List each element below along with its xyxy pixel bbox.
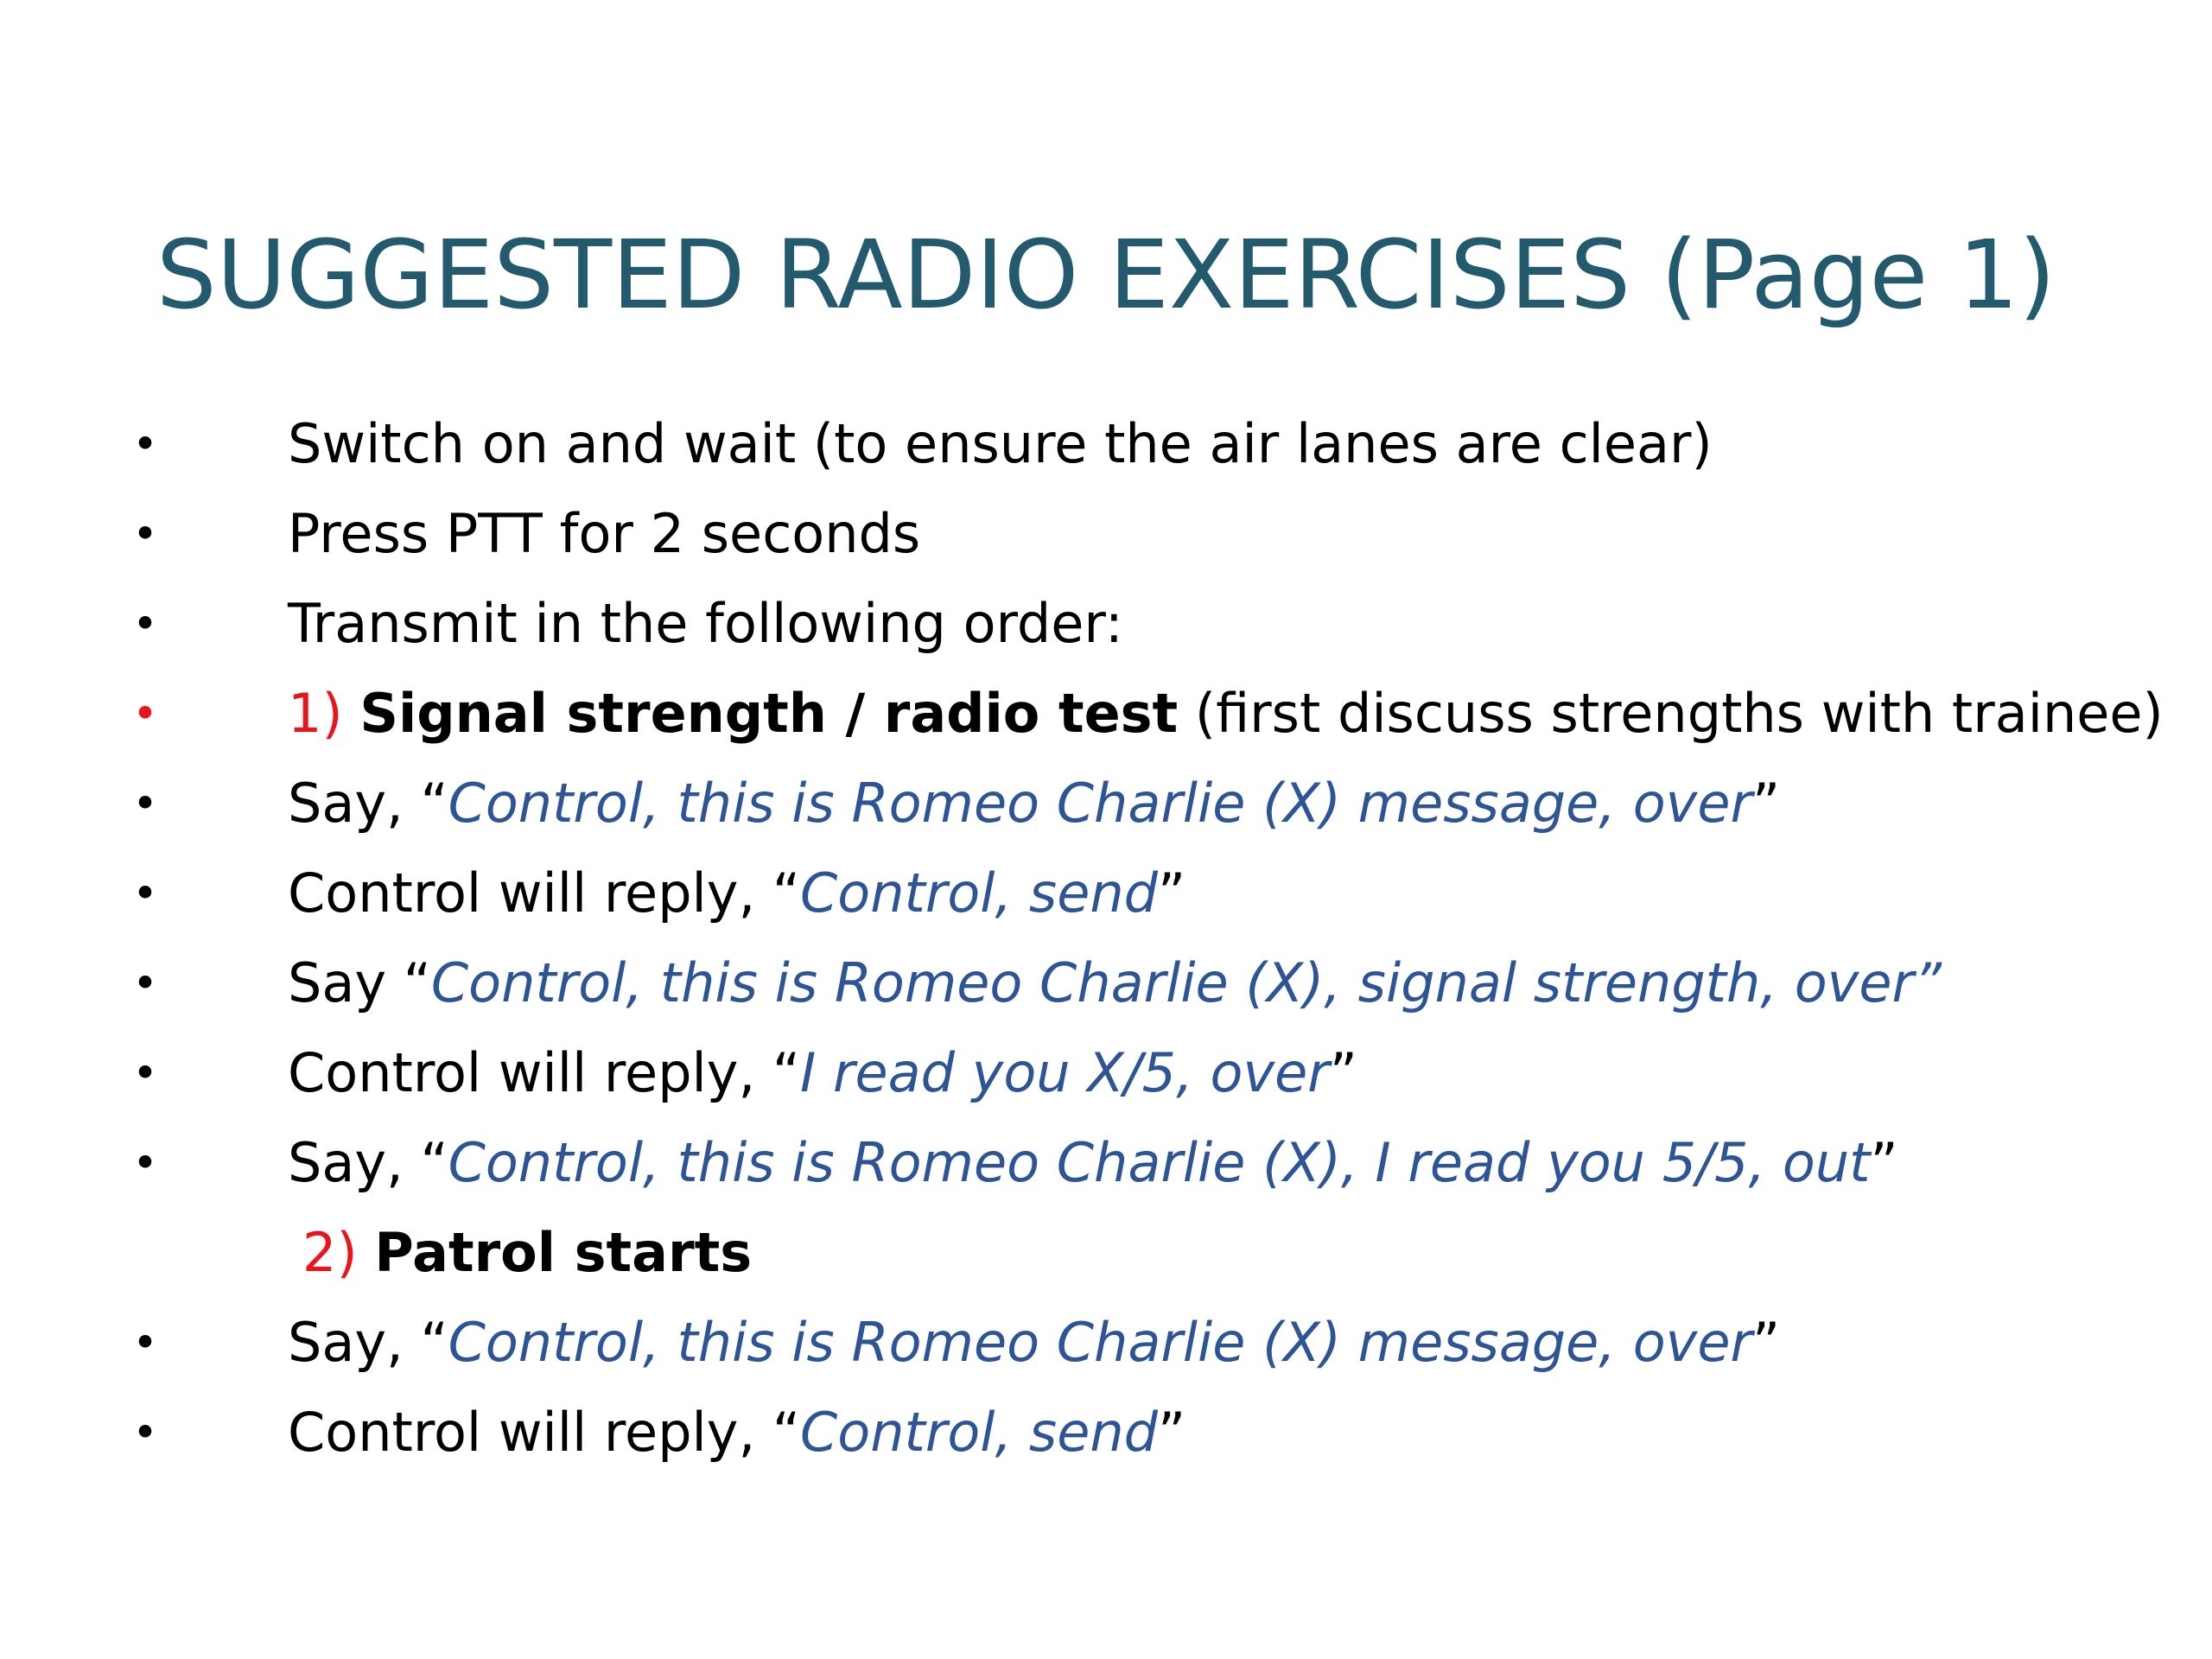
list-item-text: Switch on and wait (to ensure the air lanes are clear) (288, 412, 1713, 475)
step-heading: Patrol starts (374, 1221, 753, 1284)
list-item-text (288, 1118, 1898, 1208)
list-item-text (302, 1208, 752, 1298)
suffix-text: ” (1329, 1041, 1357, 1104)
bullet-icon: • (132, 509, 158, 559)
list-item-text (288, 1028, 1357, 1118)
suffix-text: ” (1751, 772, 1781, 835)
bullet-icon: • (132, 689, 158, 739)
bullet-icon: • (132, 779, 158, 829)
bullet-icon: • (132, 419, 158, 469)
prefix-text: Control will reply, “ (288, 1041, 800, 1104)
radio-phrase: Control, this is Romeo Charlie (X) message, over (448, 772, 1752, 835)
bullet-icon: • (132, 1048, 158, 1098)
list-item-text: Transmit in the following order: (288, 592, 1123, 655)
list-item (0, 1028, 2212, 1118)
list-item (0, 1388, 2212, 1478)
bullet-icon: • (132, 868, 158, 918)
suffix-text: ” (1158, 861, 1186, 925)
prefix-text: Control will reply, “ (288, 1401, 800, 1464)
prefix-text: Control will reply, “ (288, 861, 800, 925)
radio-phrase: Control, this is Romeo Charlie (X), signal strength, over” (430, 951, 1942, 1014)
slide-title: SUGGESTED RADIO EXERCISES (Page 1) (156, 219, 2056, 330)
list-item (0, 938, 2212, 1028)
step-note: (first discuss strengths with trainee) (1178, 682, 2164, 745)
list-item (0, 1208, 2212, 1298)
list-item (0, 489, 2212, 579)
prefix-text: Say, “ (288, 1311, 448, 1374)
bullet-icon: • (132, 1318, 158, 1368)
radio-phrase: Control, send (800, 861, 1158, 925)
step-heading: Signal strength / radio test (359, 682, 1179, 745)
prefix-text: Say “ (288, 951, 431, 1014)
list-item-text: Press PTT for 2 seconds (288, 502, 921, 565)
radio-phrase: Control, this is Romeo Charlie (X), I read you 5/5, out (448, 1131, 1871, 1194)
suffix-text: ” (1751, 1311, 1781, 1374)
prefix-text: Say, “ (288, 772, 448, 835)
list-item (0, 579, 2212, 669)
list-item (0, 1118, 2212, 1208)
bullet-icon: • (132, 1138, 158, 1188)
list-item (0, 1298, 2212, 1388)
step-number: 2) (302, 1221, 358, 1284)
list-item-text (288, 938, 1942, 1028)
list-item (0, 399, 2212, 489)
suffix-text: ” (1158, 1401, 1186, 1464)
radio-phrase: Control, this is Romeo Charlie (X) message, over (448, 1311, 1752, 1374)
prefix-text: Say, “ (288, 1131, 448, 1194)
list-item-text (288, 759, 1780, 849)
list-item-text (288, 1298, 1780, 1388)
list-item-text (288, 1388, 1185, 1478)
radio-phrase: I read you X/5, over (800, 1041, 1330, 1104)
bullet-icon: • (132, 599, 158, 649)
list-item-text (288, 669, 2164, 759)
list-item-text (288, 849, 1185, 938)
list-item (0, 849, 2212, 938)
bullet-icon: • (132, 958, 158, 1008)
step-number: 1) (288, 682, 343, 745)
radio-phrase: Control, send (800, 1401, 1158, 1464)
suffix-text: ” (1870, 1131, 1898, 1194)
bullet-icon: • (132, 1408, 158, 1458)
list-item (0, 759, 2212, 849)
list-item (0, 669, 2212, 759)
